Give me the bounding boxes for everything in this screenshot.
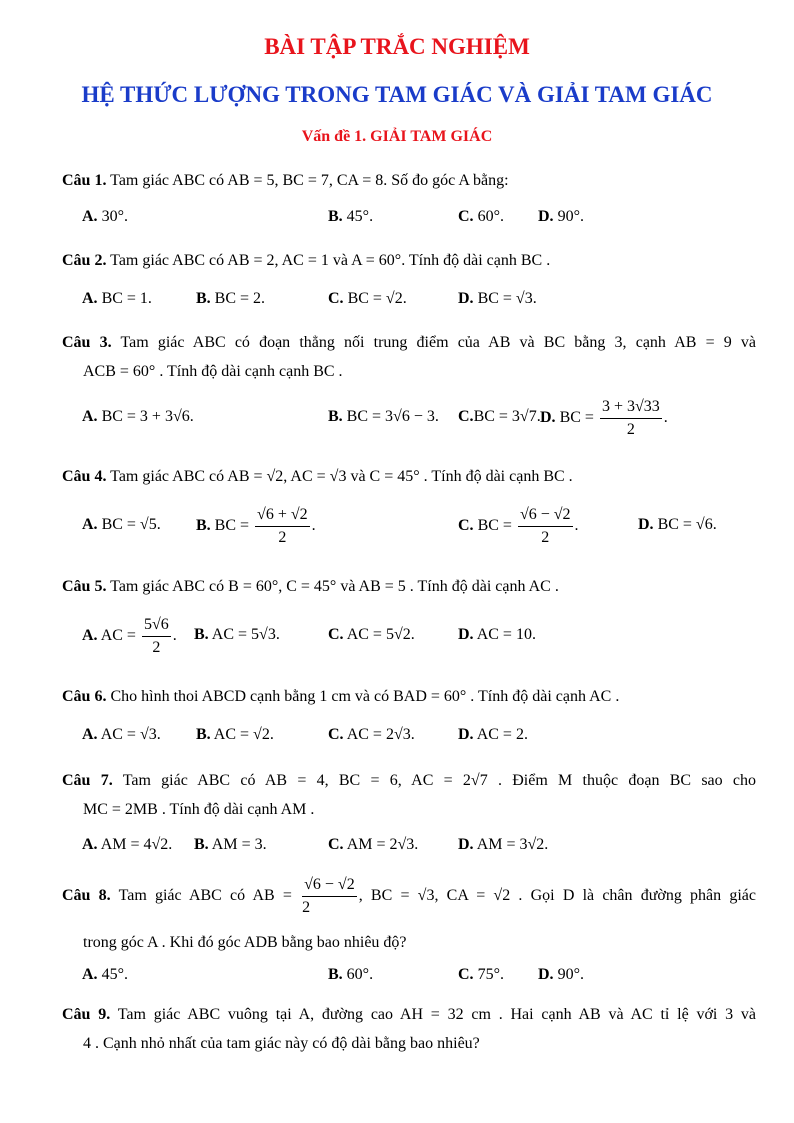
option-a: A. AC = $\frac{5√6}{2}$ . bbox=[82, 614, 177, 659]
fraction: $\frac{5√6}{2}$ bbox=[143, 616, 169, 656]
option-c: C. AC = 5√2. bbox=[328, 626, 415, 643]
option-d: D. BC = √6. bbox=[638, 516, 717, 533]
question-7 bbox=[62, 766, 756, 795]
option-c: C. BC = √2. bbox=[328, 290, 407, 307]
option-d: D. AC = 10. bbox=[458, 626, 536, 643]
option-a: A. AM = 4√2. bbox=[82, 836, 173, 853]
options-4 bbox=[0, 504, 794, 544]
section-heading: Vấn đề 1. GIẢI TAM GIÁC bbox=[301, 128, 493, 145]
option-d: D. AC = 2. bbox=[458, 726, 528, 743]
question-9-cont: 4 . Cạnh nhỏ nhất của tam giác này có độ dài bằng bao nhiêu? bbox=[83, 1035, 480, 1052]
option-c: C. 75°. bbox=[458, 966, 504, 983]
options-7 bbox=[0, 836, 794, 876]
option-d: D. AM = 3√2. bbox=[458, 836, 549, 853]
option-a: A. 30°. bbox=[82, 208, 128, 225]
question-2 bbox=[62, 246, 756, 275]
question-label: Câu 5. bbox=[62, 578, 107, 595]
question-3 bbox=[62, 328, 756, 357]
question-text: Tam giác ABC có B = 60°, C = 45° và AB = 5 . Tính độ dài cạnh AC . bbox=[110, 578, 559, 595]
question-5 bbox=[62, 572, 756, 601]
option-d: D. BC = $\frac{3 + 3√33}{2}$ . bbox=[540, 396, 668, 441]
question-1 bbox=[62, 166, 756, 195]
option-a: A. BC = 3 + 3√6. bbox=[82, 408, 194, 425]
question-text: Tam giác ABC vuông tại A, đường cao AH = 32 cm . Hai cạnh AB và AC tỉ lệ với 3 và bbox=[117, 1006, 757, 1023]
question-label: Câu 3. bbox=[62, 334, 112, 351]
option-d: D. 90°. bbox=[538, 208, 584, 225]
option-b: B. BC = 3√6 − 3. bbox=[328, 408, 439, 425]
option-b: B. AM = 3. bbox=[194, 836, 267, 853]
question-text: Cho hình thoi ABCD cạnh bằng 1 cm và có BAD = 60° . Tính độ dài cạnh AC . bbox=[110, 688, 620, 705]
options-6 bbox=[0, 726, 794, 766]
question-label: Câu 8. bbox=[62, 887, 111, 905]
option-a: A. BC = 1. bbox=[82, 290, 152, 307]
option-b: B. AC = 5√3. bbox=[194, 626, 280, 643]
option-c: C. 60°. bbox=[458, 208, 504, 225]
options-2 bbox=[0, 290, 794, 330]
question-label: Câu 6. bbox=[62, 688, 107, 705]
option-c: C. AC = 2√3. bbox=[328, 726, 415, 743]
document-subtitle: HỆ THỨC LƯỢNG TRONG TAM GIÁC VÀ GIẢI TAM GIÁC bbox=[81, 82, 713, 107]
question-text: Tam giác ABC có AB = 4, BC = 6, AC = 2√7 . Điểm M thuộc đoạn BC sao cho bbox=[122, 772, 757, 789]
option-a: A. 45°. bbox=[82, 966, 128, 983]
question-6 bbox=[62, 682, 756, 711]
question-8-cont: trong góc A . Khi đó góc ADB bằng bao nhiêu độ? bbox=[83, 934, 407, 951]
fraction: $\frac{√6 - √2}{2}$ bbox=[519, 506, 571, 546]
option-c: C. AM = 2√3. bbox=[328, 836, 419, 853]
question-label: Câu 2. bbox=[62, 252, 107, 269]
option-b: B. 45°. bbox=[328, 208, 374, 225]
option-a: A. BC = √5. bbox=[82, 516, 161, 533]
question-3-cont: ACB = 60° . Tính độ dài cạnh cạnh BC . bbox=[83, 363, 343, 380]
question-text: Tam giác ABC có AB = √2, AC = √3 và C = 45° . Tính độ dài cạnh BC . bbox=[110, 468, 573, 485]
question-label: Câu 4. bbox=[62, 468, 107, 485]
question-8: Câu 8. Tam giác ABC có AB = $\frac{√6 - √2}{2}$ , BC = √3, CA = √2 . Gọi D là chân đường phân giác bbox=[62, 874, 756, 919]
question-7-cont: MC = 2MB . Tính độ dài cạnh AM . bbox=[83, 801, 315, 818]
question-label: Câu 1. bbox=[62, 172, 107, 189]
option-c: C. BC = $\frac{√6 - √2}{2}$ . bbox=[458, 504, 579, 549]
option-b: B. BC = $\frac{√6 + √2}{2}$ . bbox=[196, 504, 316, 549]
question-label: Câu 9. bbox=[62, 1006, 111, 1023]
option-d: D. BC = √3. bbox=[458, 290, 537, 307]
option-b: B. AC = √2. bbox=[196, 726, 274, 743]
options-1 bbox=[0, 208, 794, 248]
option-b: B. BC = 2. bbox=[196, 290, 266, 307]
option-c: C.BC = 3√7. bbox=[458, 408, 541, 425]
question-text: Tam giác ABC có AB = 2, AC = 1 và A = 60°. Tính độ dài cạnh BC . bbox=[110, 252, 551, 269]
fraction: $\frac{√6 + √2}{2}$ bbox=[257, 506, 308, 546]
question-9 bbox=[62, 1000, 756, 1029]
fraction: $\frac{√6 - √2}{2}$ bbox=[302, 876, 355, 916]
fraction: $\frac{3 + 3√33}{2}$ bbox=[601, 398, 660, 438]
options-3 bbox=[0, 396, 794, 436]
option-a: A. AC = √3. bbox=[82, 726, 161, 743]
option-d: D. 90°. bbox=[538, 966, 584, 983]
question-label: Câu 7. bbox=[62, 772, 113, 789]
options-5 bbox=[0, 614, 794, 654]
option-b: B. 60°. bbox=[328, 966, 374, 983]
document-title: BÀI TẬP TRẮC NGHIỆM bbox=[264, 34, 530, 59]
question-4 bbox=[62, 462, 756, 491]
question-text: Tam giác ABC có AB = 5, BC = 7, CA = 8. Số đo góc A bằng: bbox=[110, 172, 509, 189]
question-text: Tam giác ABC có đoạn thẳng nối trung điểm của AB và BC bằng 3, cạnh AB = 9 và bbox=[120, 334, 757, 351]
